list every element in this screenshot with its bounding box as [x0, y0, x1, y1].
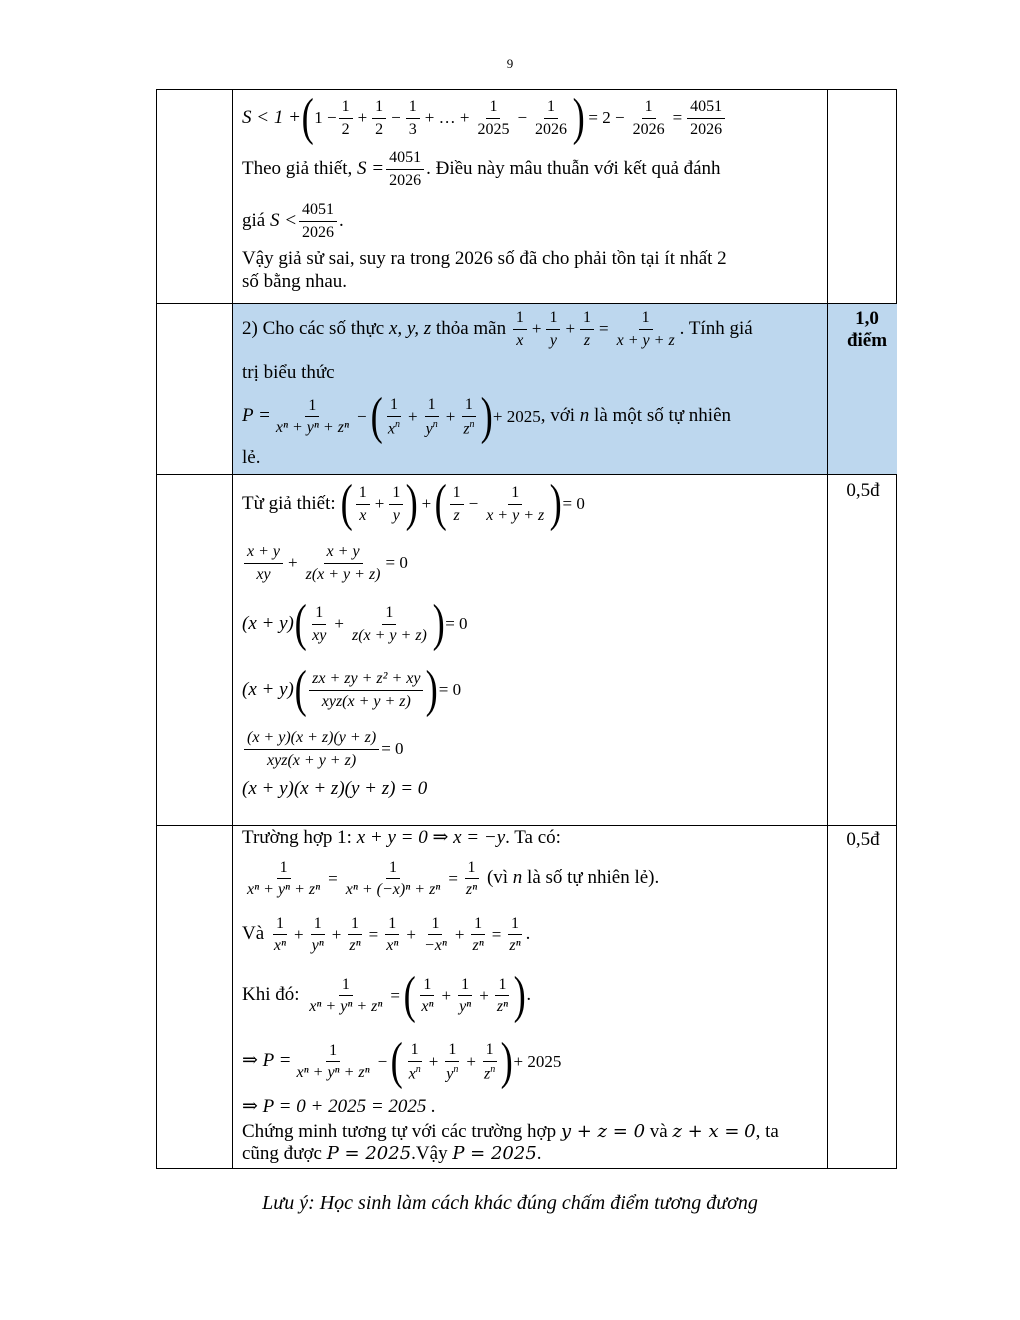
den: xy: [256, 565, 271, 583]
frac: [306, 976, 385, 1016]
frac: [309, 915, 327, 955]
op: =: [672, 107, 683, 127]
op: =: [390, 985, 401, 1005]
op: +: [357, 107, 368, 127]
op: +: [294, 924, 304, 944]
question-line-1: [242, 306, 824, 352]
den: 2: [341, 120, 350, 138]
op: =: [599, 318, 609, 338]
block-derivation: [242, 475, 824, 801]
den: 2026: [535, 120, 568, 138]
num: 1: [389, 484, 403, 505]
block-question: [242, 306, 824, 470]
op: +: [479, 985, 489, 1005]
question-line-2: trị biểu thức: [242, 362, 335, 383]
math: 0: [744, 1120, 756, 1142]
frac: [339, 98, 353, 138]
text: Chứng minh tương tự với các trường hợp: [242, 1120, 557, 1142]
deriv-line-5: [242, 726, 824, 772]
paren-open: (: [294, 595, 307, 652]
num: 1: [642, 98, 656, 119]
frac: [421, 915, 450, 955]
num: 1: [385, 915, 399, 936]
op: +: [441, 985, 452, 1005]
den: $x^n$: [387, 418, 401, 437]
math: n: [579, 405, 590, 427]
den: x: [516, 331, 524, 349]
block-proof-end: [242, 89, 824, 294]
text: 2) Cho các số thực: [242, 317, 385, 339]
op: −: [356, 406, 367, 426]
num: 1: [305, 397, 319, 418]
score-value: 1,0: [855, 308, 879, 329]
den: 2026: [632, 120, 665, 138]
op: +: [428, 1051, 439, 1071]
math: P =: [242, 405, 271, 427]
text: . Tính giá: [679, 317, 753, 339]
text: là số tự nhiên lẻ).: [527, 867, 660, 889]
op: +: [454, 924, 465, 944]
ineq-prefix: S < 1 +: [242, 106, 301, 128]
op: =: [491, 924, 502, 944]
op: +: [445, 406, 456, 426]
frac: [385, 396, 403, 438]
frac: [460, 396, 477, 438]
num: 1: [326, 1042, 340, 1063]
den: yⁿ: [311, 937, 324, 955]
paren-open: (: [434, 475, 447, 532]
num: 1: [486, 98, 500, 119]
den: $y^n$: [425, 418, 438, 437]
num: 1: [348, 915, 362, 936]
op: +: [374, 493, 385, 513]
case-line-5: [242, 1032, 824, 1090]
op: + … +: [424, 107, 470, 127]
den: z(x + y + z): [305, 565, 381, 583]
frac: [513, 309, 527, 349]
num: 1: [339, 98, 353, 119]
paren-close: ): [513, 966, 526, 1024]
den: xⁿ + (−x)ⁿ + zⁿ: [345, 881, 441, 899]
num: 1: [508, 484, 522, 505]
math: + 2025: [513, 1051, 562, 1071]
frac: [406, 1041, 424, 1083]
num: x + y: [324, 543, 363, 564]
den: x + y + z: [486, 506, 545, 524]
op: =: [368, 924, 379, 944]
frac: [494, 976, 511, 1016]
frac: [443, 1041, 461, 1083]
text: . Điều này mâu thuẫn với kết quả đánh: [426, 157, 721, 179]
frac: [273, 397, 352, 437]
math: = 0: [385, 552, 408, 572]
den: xⁿ: [273, 937, 287, 955]
math: z + x =: [672, 1120, 740, 1142]
text: là một số tự nhiên: [594, 405, 731, 427]
den: z(x + y + z): [351, 626, 427, 644]
den: x: [359, 506, 367, 524]
frac: [346, 915, 363, 955]
den: $z^n$: [483, 1063, 496, 1082]
frac: [463, 859, 480, 899]
deriv-line-2: [242, 540, 824, 586]
frac: [309, 604, 329, 644]
math: (x + y): [242, 612, 294, 634]
case-line-7: [242, 1121, 812, 1167]
frac: [423, 396, 441, 438]
paren-close: ): [426, 661, 439, 718]
math: (x + y): [242, 678, 294, 700]
gia-line: [242, 198, 824, 244]
math: + 2025: [492, 406, 541, 426]
text: Khi đó:: [242, 984, 300, 1006]
num: 1: [495, 976, 509, 997]
paren-close: ): [405, 475, 419, 532]
den: zⁿ: [472, 937, 484, 955]
num: 1: [382, 604, 396, 625]
text: , với: [540, 405, 576, 427]
case-line-1: [242, 827, 824, 850]
den: 2026: [690, 120, 723, 138]
frac: [470, 915, 487, 955]
num: 1: [513, 309, 527, 330]
frac: [532, 98, 570, 138]
text: thỏa mãn: [435, 317, 507, 339]
op: +: [406, 924, 416, 944]
score-case: 0,5đ: [846, 829, 880, 850]
frac: [372, 98, 386, 138]
frac: [474, 98, 512, 138]
frac: [406, 98, 420, 138]
math: = 0: [438, 679, 462, 699]
den: 3: [408, 120, 417, 138]
den: xⁿ + yⁿ + zⁿ: [247, 881, 321, 899]
frac: [456, 976, 474, 1016]
den: xⁿ + yⁿ + zⁿ: [275, 419, 349, 437]
num: 1: [639, 309, 653, 330]
paren-close: ): [480, 387, 493, 445]
paren-close: ): [432, 595, 445, 652]
text: .: [536, 1143, 542, 1165]
op: +: [331, 924, 342, 944]
num: 1: [465, 859, 479, 880]
question-line-4: lẻ.: [242, 446, 261, 468]
frac: [343, 859, 444, 899]
text: .: [526, 984, 532, 1006]
op: =: [328, 868, 338, 888]
op: −: [517, 107, 528, 127]
den: 2: [375, 120, 384, 138]
frac: [299, 201, 337, 241]
math: y + z = 0: [560, 1120, 646, 1142]
frac: [687, 98, 725, 138]
num: 1: [356, 484, 370, 505]
op: +: [421, 493, 432, 513]
text: Từ giả thiết:: [242, 492, 336, 514]
num: 1: [508, 915, 522, 936]
frac: [303, 543, 384, 583]
math: n: [512, 867, 523, 889]
num: 1: [580, 309, 594, 330]
num: 1: [450, 484, 464, 505]
frac: [483, 484, 547, 524]
den: zⁿ: [509, 937, 521, 955]
frac: [630, 98, 668, 138]
math: x, y, z: [388, 317, 432, 339]
question-line-3: [242, 387, 824, 445]
den: $y^n$: [446, 1063, 459, 1082]
op: =: [448, 868, 458, 888]
frac: [546, 309, 560, 349]
den: xy: [312, 626, 327, 644]
op: −: [468, 493, 479, 513]
den: $z^n$: [463, 418, 475, 437]
frac: [271, 915, 289, 955]
den: zⁿ: [465, 881, 478, 899]
paren-open: (: [294, 661, 307, 718]
paren-open: (: [390, 1032, 403, 1090]
num: 1: [425, 396, 439, 417]
frac: [244, 729, 379, 769]
den: xyz(x + y + z): [321, 692, 411, 710]
op: +: [531, 318, 542, 338]
text: , ta cũng được: [242, 1120, 779, 1165]
num: 1: [372, 98, 386, 119]
num: 1: [458, 976, 472, 997]
num: 1: [544, 98, 558, 119]
num: 1: [408, 1041, 422, 1062]
num: 1: [387, 396, 401, 417]
deriv-line-1: [242, 475, 824, 532]
num: zx + zy + z² + xy: [309, 670, 423, 691]
num: 1: [483, 1041, 497, 1062]
math: = 0: [445, 613, 468, 633]
text: . Ta có:: [505, 827, 561, 848]
den: −xⁿ: [423, 937, 447, 955]
op: −: [377, 1051, 388, 1071]
den: zⁿ: [496, 998, 509, 1016]
den: 2026: [302, 223, 335, 241]
num: 1: [462, 396, 476, 417]
den: z: [583, 331, 591, 349]
paren-close: ): [549, 475, 562, 532]
theo-line: [242, 146, 824, 192]
conclusion-line-2: số bằng nhau.: [242, 270, 348, 292]
num: 1: [386, 859, 400, 880]
paren-open: (: [341, 475, 354, 532]
den: y: [392, 506, 400, 524]
op: +: [334, 613, 344, 633]
den: z: [453, 506, 460, 524]
num: 1: [546, 309, 560, 330]
math: = 0: [562, 493, 585, 513]
den: xyz(x + y + z): [267, 751, 357, 769]
inequality-line: [242, 89, 824, 146]
text: .: [525, 923, 531, 945]
frac: [349, 604, 430, 644]
num: 4051: [299, 201, 337, 222]
deriv-line-3: [242, 595, 824, 652]
text: .Vậy: [411, 1143, 448, 1165]
frac: [506, 915, 523, 955]
case-line-2: [242, 856, 824, 902]
text: và: [649, 1120, 668, 1142]
op: +: [408, 406, 418, 426]
den: 2026: [389, 171, 422, 189]
num: 1: [420, 976, 434, 997]
op: +: [288, 552, 298, 572]
frac: [450, 484, 464, 524]
frac: [389, 484, 403, 524]
op: −: [391, 107, 401, 127]
den: x + y + z: [616, 331, 675, 349]
paren-open: (: [403, 966, 416, 1024]
den: xⁿ: [421, 998, 434, 1016]
frac: [614, 309, 678, 349]
op: +: [466, 1051, 476, 1071]
case-line-4: [242, 966, 824, 1024]
num: 4051: [386, 149, 424, 170]
deriv-line-6: (x + y)(x + z)(y + z) = 0: [242, 778, 428, 799]
footnote: Lưu ý: Học sinh làm cách khác đúng chấm điểm tương đương: [262, 1192, 758, 1214]
case-line-6: ⇒ P = 0 + 2025 = 2025 .: [242, 1095, 436, 1117]
den: xⁿ + yⁿ + zⁿ: [296, 1064, 370, 1082]
num: 1: [471, 915, 485, 936]
den: zⁿ: [349, 937, 361, 955]
conclusion-line-1: Vậy giả sử sai, suy ra trong 2026 số đã cho phải tồn tại ít nhất 2: [242, 248, 727, 269]
page-number: 9: [506, 56, 514, 71]
frac: [309, 670, 423, 710]
frac: [386, 149, 424, 189]
frac: [580, 309, 594, 349]
num: 1: [445, 1041, 459, 1062]
op: +: [565, 318, 576, 338]
deriv-line-4: [242, 661, 824, 718]
num: 1: [312, 604, 326, 625]
frac: [244, 859, 323, 899]
paren-open: (: [301, 89, 314, 146]
frac: [383, 915, 401, 955]
den: 2025: [477, 120, 510, 138]
den: yⁿ: [459, 998, 472, 1016]
den: xⁿ + yⁿ + zⁿ: [309, 998, 383, 1016]
text: Và: [242, 923, 265, 945]
den: y: [549, 331, 557, 349]
math: P = 2025: [326, 1143, 412, 1165]
op: = 2 −: [588, 107, 625, 127]
frac: [294, 1042, 373, 1082]
frac: [418, 976, 436, 1016]
math: S =: [357, 157, 385, 179]
math: S <: [269, 209, 298, 231]
paren-close: ): [572, 89, 585, 146]
frac: [356, 484, 370, 524]
frac: [244, 543, 283, 583]
text: giá: [242, 209, 266, 231]
math: x + y = 0 ⇒ x = −y: [356, 827, 506, 848]
num: 1: [339, 976, 353, 997]
text: Trường hợp 1:: [242, 827, 352, 848]
math: ⇒ P =: [242, 1050, 292, 1072]
num: x + y: [244, 543, 283, 564]
case-line-3: [242, 912, 824, 958]
math: = 0: [381, 738, 404, 758]
text: .: [339, 209, 344, 231]
paren-close: ): [500, 1032, 513, 1090]
num: 1: [311, 915, 325, 936]
score-derivation: 0,5đ: [846, 480, 880, 501]
num: 1: [406, 98, 420, 119]
paren-open: (: [370, 387, 383, 445]
num: 1: [277, 859, 291, 880]
text: (vì: [486, 867, 509, 889]
num: 1: [273, 915, 287, 936]
frac: [481, 1041, 498, 1083]
text: Theo giả thiết,: [242, 157, 353, 179]
den: $x^n$: [408, 1063, 421, 1082]
num: (x + y)(x + z)(y + z): [244, 729, 379, 750]
num: 4051: [687, 98, 725, 119]
score-unit: điểm: [846, 329, 888, 351]
block-case: [242, 827, 824, 1166]
score-question: [842, 308, 892, 352]
num: 1: [428, 915, 442, 936]
math: P = 2025: [452, 1143, 537, 1165]
term: 1 −: [314, 107, 337, 127]
den: xⁿ: [386, 937, 399, 955]
